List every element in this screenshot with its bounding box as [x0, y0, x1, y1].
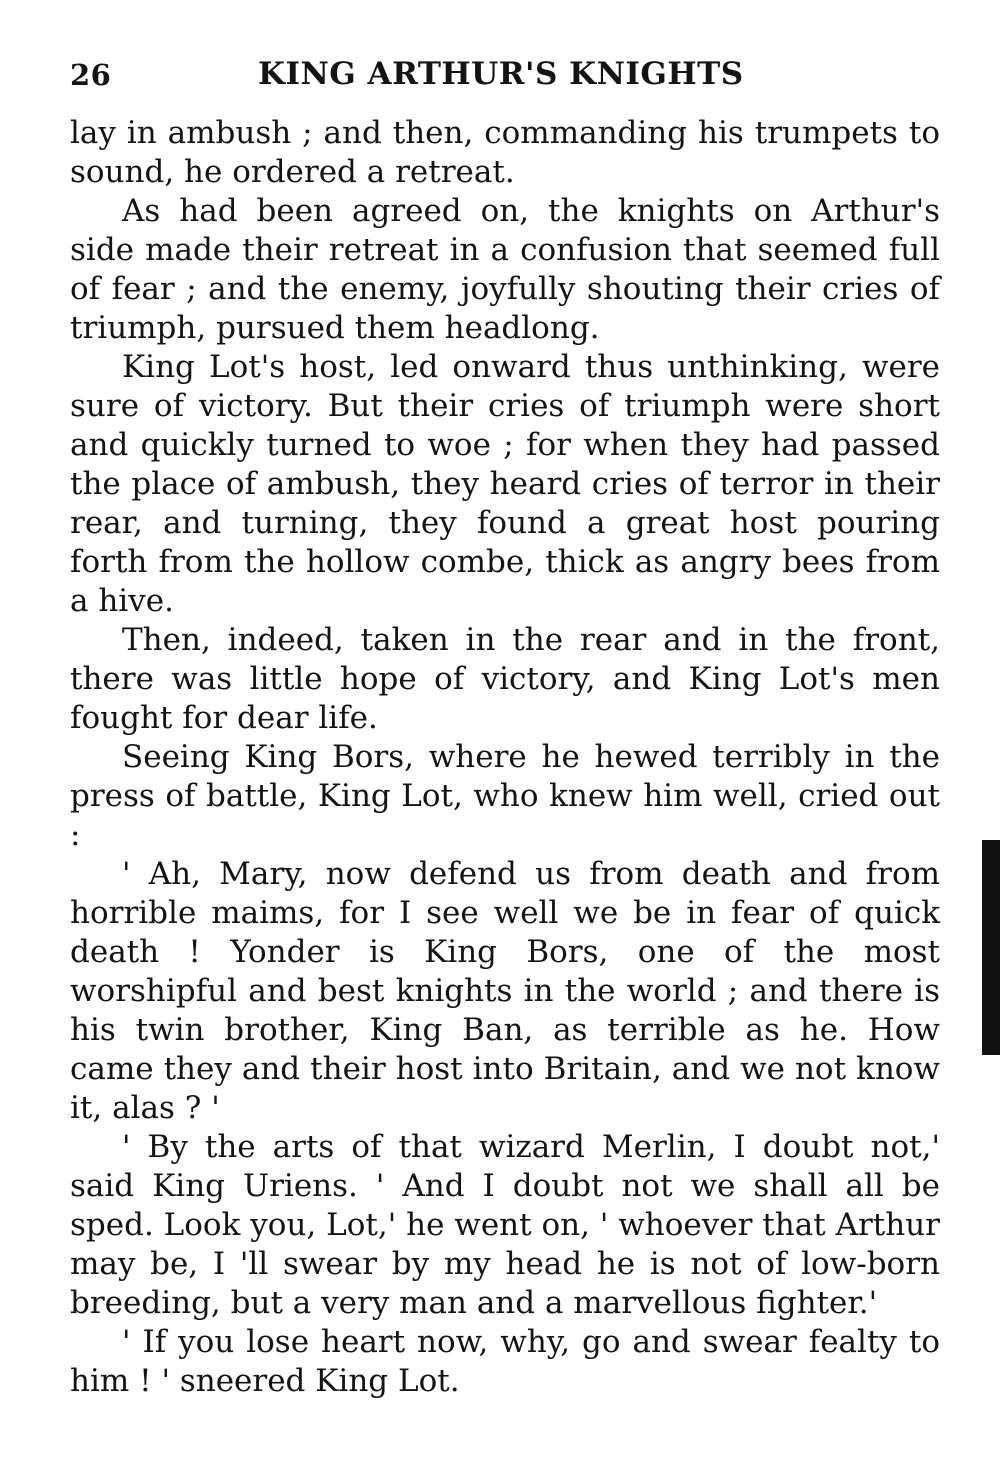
- book-title: KING ARTHUR'S KNIGHTS: [258, 56, 744, 92]
- paragraph-quote: ' By the arts of that wizard Merlin, I doubt not,' said King Uriens. ' And I doubt not we shall all be sped. Look you, Lot,' he went on, ' whoever that Arthur may be, I 'll swear by my head he is not of low-born breeding, but a very man and a marvellous fighter.': [70, 1129, 940, 1321]
- body-text: [70, 114, 940, 1401]
- book-page: [70, 52, 940, 1401]
- page-number: 26: [70, 58, 112, 92]
- paragraph: King Lot's host, led onward thus unthinking, were sure of victory. But their cries of triumph were short and quickly turned to woe ; for when they had passed the place of ambush, they heard cries of terror in their rear, and turning, they found a great host pouring forth from the hollow combe, thick as angry bees from a hive.: [70, 349, 940, 619]
- page-edge-marker: [982, 840, 1000, 1055]
- paragraph-continued: lay in ambush ; and then, commanding his trumpets to sound, he ordered a retreat.: [70, 115, 940, 190]
- paragraph: Seeing King Bors, where he hewed terribly in the press of battle, King Lot, who knew him well, cried out :: [70, 739, 940, 853]
- paragraph: As had been agreed on, the knights on Arthur's side made their retreat in a confusion that seemed full of fear ; and the enemy, joyfully shouting their cries of triumph, pursued them headlong.: [70, 193, 940, 346]
- running-head: [70, 52, 940, 104]
- paragraph-quote: ' If you lose heart now, why, go and swear fealty to him ! ' sneered King Lot.: [70, 1324, 940, 1399]
- paragraph: Then, indeed, taken in the rear and in the front, there was little hope of victory, and King Lot's men fought for dear life.: [70, 622, 940, 736]
- paragraph-quote: ' Ah, Mary, now defend us from death and from horrible maims, for I see well we be in fear of quick death ! Yonder is King Bors, one of the most worshipful and best knights in the world ; and there is his twin brother, King Ban, as terrible as he. How came they and their host into Britain, and we not know it, alas ? ': [70, 856, 940, 1126]
